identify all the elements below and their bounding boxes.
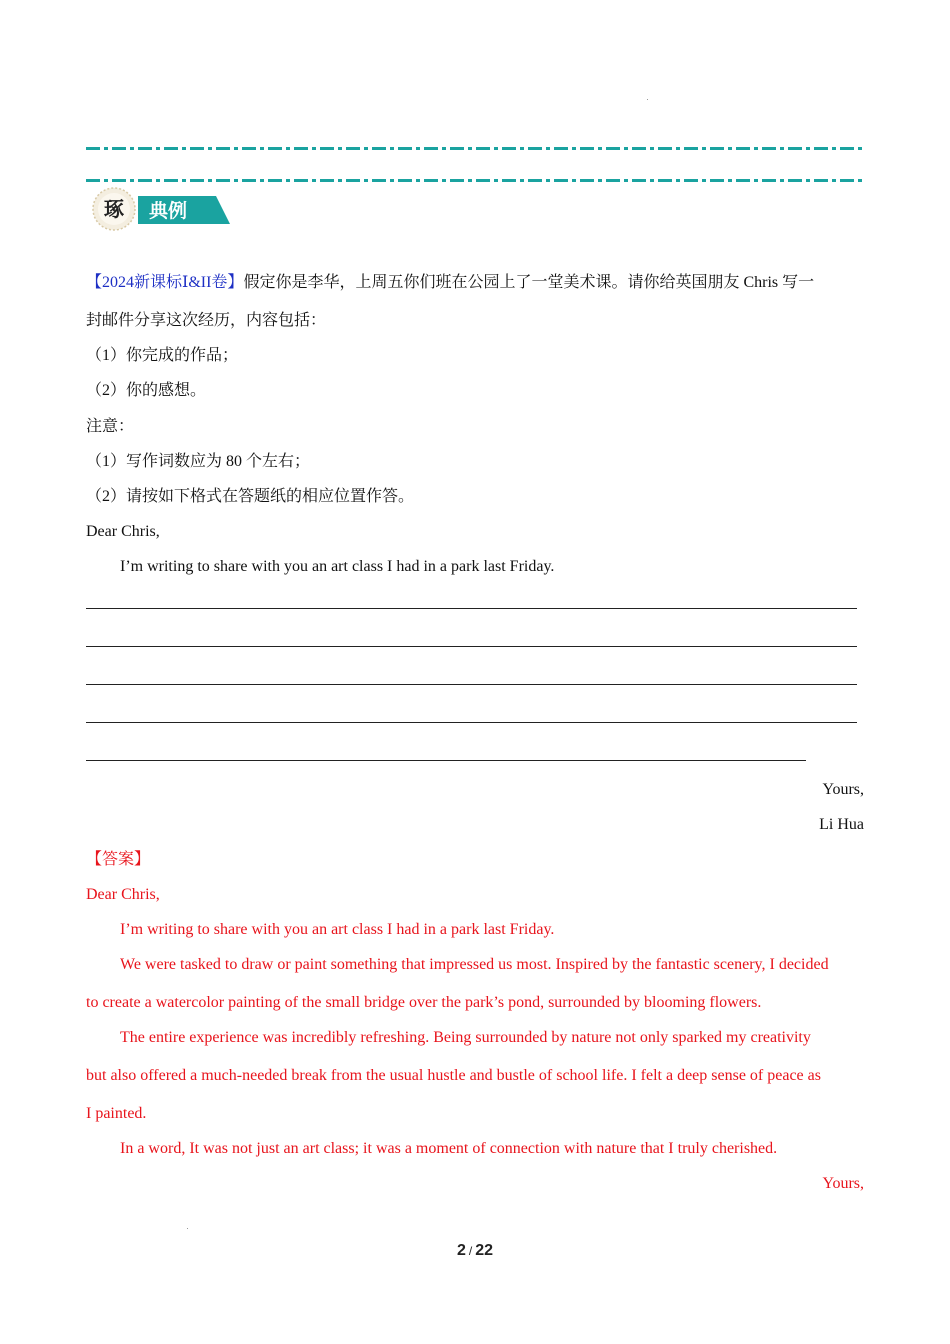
question-intro-text: 假定你是李华，上周五你们班在公园上了一堂美术课。请你给英国朋友 Chris 写一 [243,274,815,291]
answer-blank-line[interactable] [86,722,857,723]
page-separator: / [468,1244,473,1258]
page-current: 2 [456,1242,466,1259]
answer-line: I’m writing to share with you an art class I had in a park last Friday. [120,921,555,938]
notice-item: （2）请按如下格式在答题纸的相应位置作答。 [86,488,415,505]
notice-label: 注意： [86,418,135,435]
answer-label: 【答案】 [86,851,151,868]
content-point: （2）你的感想。 [86,382,207,399]
answer-closing: Yours, [822,1175,864,1192]
answer-line: but also offered a much-needed break from the usual hustle and bustle of school life. I felt a deep sense of peace as [86,1067,821,1084]
second-dashed-divider [86,179,864,182]
answer-line: We were tasked to draw or paint something that impressed us most. Inspired by the fantastic scenery, I decided [120,956,829,973]
notice-item: （1）写作词数应为 80 个左右； [86,453,311,470]
answer-line: The entire experience was incredibly refreshing. Being surrounded by nature not only sparked my creativity [120,1029,811,1046]
scan-dot [647,99,648,100]
page-number [0,1242,950,1260]
letter-closing: Yours, [822,781,864,798]
page-total: 22 [475,1242,494,1259]
top-dashed-divider [86,147,864,150]
letter-opening: I’m writing to share with you an art class I had in a park last Friday. [120,558,555,575]
answer-blank-line[interactable] [86,608,857,609]
answer-greeting: Dear Chris, [86,886,160,903]
answer-line: to create a watercolor painting of the small bridge over the park’s pond, surrounded by blooming flowers. [86,994,762,1011]
badge-char: 琢 [104,197,124,221]
answer-blank-line[interactable] [86,684,857,685]
question-intro-line1 [86,273,814,293]
scan-dot [187,1228,188,1229]
letter-greeting: Dear Chris, [86,523,160,540]
content-point: （1）你完成的作品； [86,347,239,364]
question-intro-line2: 封邮件分享这次经历，内容包括： [86,312,327,329]
question-source: 【2024新课标Ⅰ&II卷】 [86,274,244,291]
example-banner [90,186,232,232]
answer-line: I painted. [86,1105,147,1122]
answer-blank-line[interactable] [86,760,806,761]
letter-signature: Li Hua [819,816,864,833]
answer-line: In a word, It was not just an art class; it was a moment of connection with nature that I truly cherished. [120,1140,778,1157]
answer-blank-line[interactable] [86,646,857,647]
banner-label: 典例 [148,200,188,222]
